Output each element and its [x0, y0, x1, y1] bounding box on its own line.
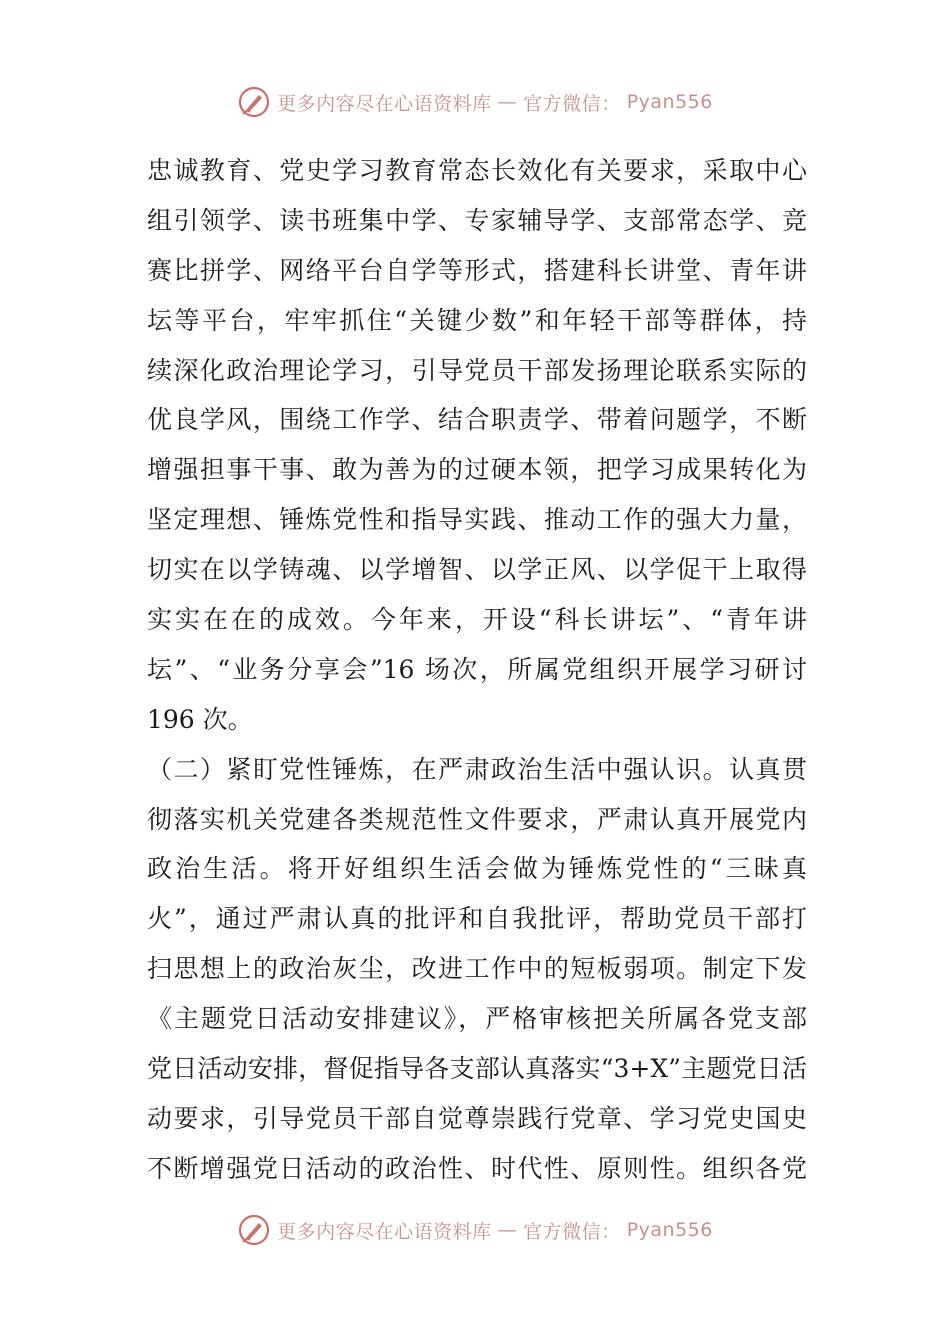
body-line: 坛”、“业务分享会”16 场次，所属党组织开展学习研讨 [147, 654, 807, 684]
body-line: 党日活动安排，督促指导各支部认真落实“3+X”主题党日活 [147, 1054, 807, 1084]
watermark-official: 官方微信： [523, 1220, 621, 1243]
body-line: 彻落实机关党建各类规范性文件要求，严肃认真开展党内 [147, 804, 807, 834]
pen-logo-icon [237, 85, 271, 119]
body-line: 续深化政治理论学习，引导党员干部发扬理论联系实际的 [147, 355, 807, 385]
document-body [147, 146, 807, 1194]
watermark-handle: Pyan556 [626, 91, 713, 113]
body-line: 火”，通过严肃认真的批评和自我批评，帮助党员干部打 [147, 904, 807, 934]
body-line: 组引领学、读书班集中学、专家辅导学、支部常态学、竞 [147, 205, 807, 235]
watermark-dash: — [497, 91, 518, 113]
body-line: 动要求，引导党员干部自觉尊崇践行党章、学习党史国史 [147, 1103, 807, 1133]
body-line: 扫思想上的政治灰尘，改进工作中的短板弱项。制定下发 [147, 954, 807, 984]
body-line: 196 次。 [147, 704, 253, 734]
body-line: 赛比拼学、网络平台自学等形式，搭建科长讲堂、青年讲 [147, 255, 807, 285]
body-line: 《主题党日活动安排建议》，严格审核把关所属各党支部 [147, 1004, 807, 1034]
body-line: 优良学风，围绕工作学、结合职责学、带着问题学，不断 [147, 405, 807, 435]
watermark-text: 更多内容尽在心语资料库 [277, 1220, 492, 1243]
watermark-handle: Pyan556 [626, 1219, 713, 1241]
body-line: 坚定理想、锤炼党性和指导实践、推动工作的强大力量， [147, 505, 807, 535]
watermark-dash: — [497, 1219, 518, 1241]
header-watermark [0, 82, 950, 122]
section-heading-line: （二）紧盯党性锤炼，在严肃政治生活中强认识。认真贯 [147, 754, 807, 784]
body-line: 实实在在的成效。今年来，开设“科长讲坛”、“青年讲 [147, 605, 807, 635]
watermark-text: 更多内容尽在心语资料库 [277, 92, 492, 115]
pen-logo-icon [237, 1213, 271, 1247]
watermark-official: 官方微信： [523, 92, 621, 115]
body-line: 忠诚教育、党史学习教育常态长效化有关要求，采取中心 [147, 156, 807, 185]
body-line: 切实在以学铸魂、以学增智、以学正风、以学促干上取得 [147, 555, 807, 585]
body-line: 不断增强党日活动的政治性、时代性、原则性。组织各党 [147, 1153, 807, 1183]
body-line: 坛等平台，牢牢抓住“关键少数”和年轻干部等群体，持 [147, 305, 807, 335]
footer-watermark [0, 1210, 950, 1250]
body-line: 政治生活。将开好组织生活会做为锤炼党性的“三昧真 [147, 854, 807, 884]
body-line: 增强担事干事、敢为善为的过硬本领，把学习成果转化为 [147, 455, 807, 485]
